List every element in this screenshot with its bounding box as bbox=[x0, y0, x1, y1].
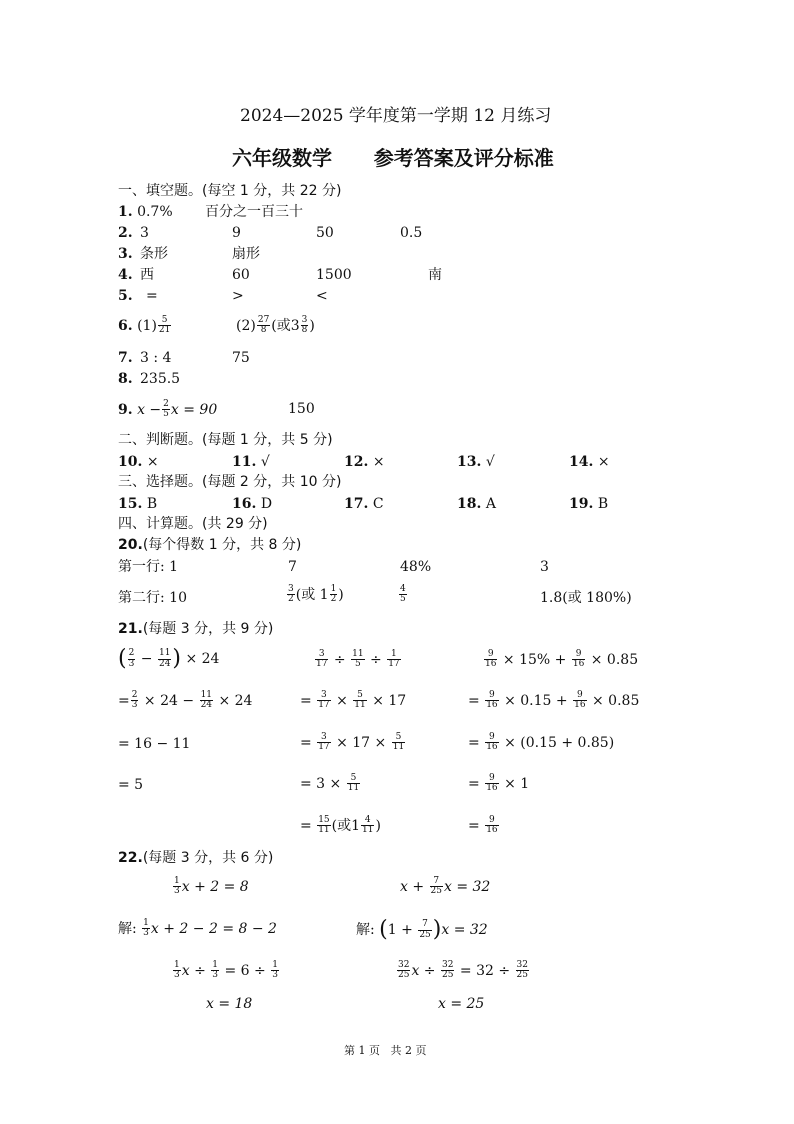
q22-c1-line2: 解: $\frac{1}{3}$ x + 2 − 2 = 8 − 2 bbox=[118, 918, 277, 939]
q22-header: 22.(每题 3 分，共 6 分) bbox=[118, 850, 274, 866]
q7-answer-b: 75 bbox=[232, 350, 250, 366]
q9-row bbox=[118, 400, 217, 420]
q21-c2-line5: = $\frac{15}{11}$ (或1 $\frac{4}{11}$ ) bbox=[300, 815, 381, 836]
q9-rhs: x = 90 bbox=[170, 401, 218, 418]
q6-number: 6. bbox=[118, 317, 133, 334]
judge-13: 13. √ bbox=[457, 454, 495, 470]
doc-title: 2024—2025 学年度第一学期 12 月练习 bbox=[240, 106, 552, 126]
q9-lhs: x − bbox=[137, 401, 162, 418]
q1-row bbox=[118, 205, 173, 219]
q22-c2-line2: 解: (1 + $\frac{7}{25}$ )x = 32 bbox=[356, 917, 488, 942]
q20-row2-label: 第二行: 10 bbox=[118, 590, 187, 606]
q3-answer-b: 扇形 bbox=[232, 246, 260, 262]
q1-answer-b: 百分之一百三十 bbox=[205, 204, 303, 220]
q9-fraction: $\frac{2}{5}$ bbox=[163, 399, 169, 420]
choice-15: 15. B bbox=[118, 496, 158, 512]
q1-answer-a: 0.7% bbox=[137, 204, 173, 220]
q4-answer-b: 60 bbox=[232, 267, 250, 283]
q20-row2-c: $\frac{4}{5}$ bbox=[400, 584, 406, 605]
judge-11: 11. √ bbox=[232, 454, 270, 470]
q21-c2-line3: = $\frac{3}{17}$ × 17 × $\frac{5}{11}$ bbox=[300, 732, 405, 753]
q8-number: 8. bbox=[118, 371, 133, 387]
q9-answer-b: 150 bbox=[288, 401, 315, 417]
section-fill-in: 一、填空题。(每空 1 分，共 22 分) bbox=[118, 183, 342, 199]
q21-c1-line1: ( $\frac{2}{3}$ − $\frac{11}{24}$ ) × 24 bbox=[118, 646, 220, 671]
q8-answer-a: 235.5 bbox=[140, 371, 181, 387]
q21-c3-line2: = $\frac{9}{16}$ × 0.15 + $\frac{9}{16}$ × 0.85 bbox=[468, 690, 640, 711]
q6-part2-or-fraction: $\frac{3}{8}$ bbox=[301, 315, 308, 336]
q5-answer-b: > bbox=[232, 288, 244, 304]
q5-number: 5. bbox=[118, 288, 133, 304]
q20-row2-b: $\frac{3}{2}$ (或 1 $\frac{1}{2}$ ) bbox=[288, 584, 344, 605]
q21-c2-line2: = $\frac{3}{17}$ × $\frac{5}{11}$ × 17 bbox=[300, 690, 407, 711]
judge-12: 12. × bbox=[344, 454, 385, 470]
q21-c2-line1: $\frac{3}{17}$ ÷ $\frac{11}{5}$ ÷ $\frac{1}{17}$ bbox=[316, 649, 400, 670]
page-footer: 第 1 页 共 2 页 bbox=[344, 1044, 427, 1057]
section-choice: 三、选择题。(每题 2 分，共 10 分) bbox=[118, 474, 342, 490]
q2-number: 2. bbox=[118, 225, 133, 241]
q21-header: 21.(每题 3 分，共 9 分) bbox=[118, 621, 274, 637]
choice-18: 18. A bbox=[457, 496, 496, 512]
q6-part2-or: (或3 bbox=[271, 317, 300, 334]
q4-answer-a: 西 bbox=[140, 267, 154, 283]
q5-answer-a: = bbox=[146, 288, 158, 304]
q4-answer-c: 1500 bbox=[316, 267, 352, 283]
q21-c3-line1: $\frac{9}{16}$ × 15% + $\frac{9}{16}$ × 0.85 bbox=[485, 649, 639, 670]
q22-c1-line1: $\frac{1}{3}$ x + 2 = 8 bbox=[174, 876, 249, 897]
q3-number: 3. bbox=[118, 246, 133, 262]
q21-c1-line4: = 5 bbox=[118, 777, 144, 793]
q4-answer-d: 南 bbox=[428, 267, 442, 283]
judge-14: 14. × bbox=[569, 454, 610, 470]
q22-c2-line1: x + $\frac{7}{25}$ x = 32 bbox=[400, 876, 491, 897]
q20-row1-label: 第一行: 1 bbox=[118, 559, 179, 575]
q6-close-paren: ) bbox=[309, 317, 315, 334]
q22-c1-line4: x = 18 bbox=[206, 996, 253, 1012]
q3-answer-a: 条形 bbox=[140, 246, 168, 262]
q6-part2-label: (2) bbox=[236, 317, 256, 334]
q6-part1-fraction: $\frac{5}{21}$ bbox=[158, 315, 171, 336]
q20-row1-b: 7 bbox=[288, 559, 297, 575]
q20-row1-d: 3 bbox=[540, 559, 549, 575]
q20-row1-c: 48% bbox=[400, 559, 432, 575]
q6-part2 bbox=[236, 316, 315, 336]
q22-c2-line4: x = 25 bbox=[438, 996, 485, 1012]
q9-number: 9. bbox=[118, 401, 133, 418]
q21-c2-line4: = 3 × $\frac{5}{11}$ bbox=[300, 773, 360, 794]
q22-c1-line3: $\frac{1}{3}$ x ÷ $\frac{1}{3}$ = 6 ÷ $\frac{1}{3}$ bbox=[174, 960, 278, 981]
choice-16: 16. D bbox=[232, 496, 273, 512]
q6-row bbox=[118, 316, 172, 336]
choice-19: 19. B bbox=[569, 496, 609, 512]
q21-c3-line5: = $\frac{9}{16}$ bbox=[468, 815, 498, 836]
judge-10: 10. × bbox=[118, 454, 159, 470]
doc-subtitle: 六年级数学 参考答案及评分标准 bbox=[232, 146, 554, 170]
q20-header: 20.(每个得数 1 分，共 8 分) bbox=[118, 537, 302, 553]
q21-c1-line2: = $\frac{2}{3}$ × 24 − $\frac{11}{24}$ × 24 bbox=[118, 690, 253, 711]
q21-c3-line3: = $\frac{9}{16}$ × (0.15 + 0.85) bbox=[468, 732, 615, 753]
q7-number: 7. bbox=[118, 350, 133, 366]
q1-number: 1. bbox=[118, 204, 133, 220]
q2-answer-d: 0.5 bbox=[400, 225, 423, 241]
q6-part2-fraction: $\frac{27}{8}$ bbox=[257, 315, 270, 336]
solve-label: 解: bbox=[118, 920, 137, 937]
q6-part1-label: (1) bbox=[137, 317, 157, 334]
section-calc: 四、计算题。(共 29 分) bbox=[118, 516, 268, 532]
q2-answer-b: 9 bbox=[232, 225, 241, 241]
q4-number: 4. bbox=[118, 267, 133, 283]
section-judge: 二、判断题。(每题 1 分，共 5 分) bbox=[118, 432, 333, 448]
q21-c1-line3: = 16 − 11 bbox=[118, 736, 191, 752]
choice-17: 17. C bbox=[344, 496, 384, 512]
q2-answer-c: 50 bbox=[316, 225, 334, 241]
q7-answer-a: 3 : 4 bbox=[140, 350, 172, 366]
q22-c2-line3: $\frac{32}{25}$ x ÷ $\frac{32}{25}$ = 32 ÷ $\frac{32}{25}$ bbox=[398, 960, 528, 981]
q2-answer-a: 3 bbox=[140, 225, 149, 241]
q5-answer-c: < bbox=[316, 288, 328, 304]
q21-c3-line4: = $\frac{9}{16}$ × 1 bbox=[468, 773, 530, 794]
q20-row2-d: 1.8(或 180%) bbox=[540, 590, 632, 606]
